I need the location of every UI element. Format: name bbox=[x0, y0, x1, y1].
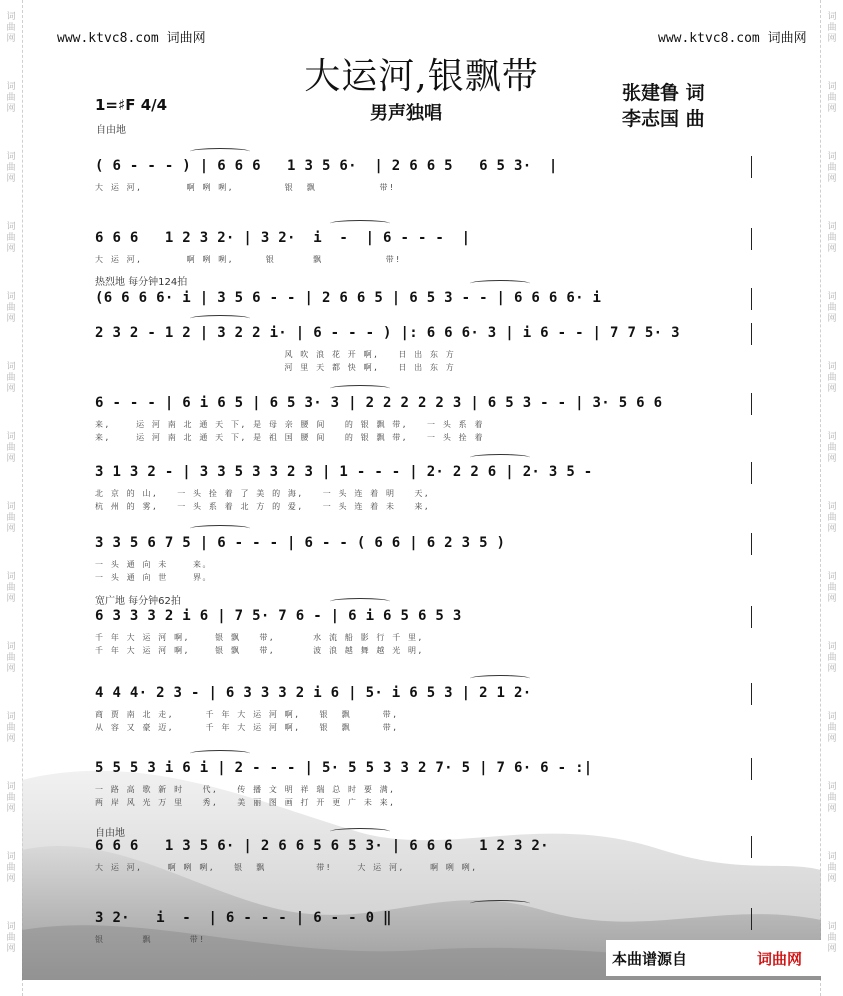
lyric-line: 风 吹 浪 花 开 啊, 日 出 东 方 bbox=[95, 350, 456, 359]
right-watermark-strip bbox=[820, 0, 843, 996]
slur-mark bbox=[190, 315, 250, 322]
slur-mark bbox=[330, 220, 390, 227]
slur-mark bbox=[470, 454, 530, 461]
end-barline bbox=[751, 393, 752, 415]
watermark-text: 词 曲 网 bbox=[827, 712, 837, 744]
lyric-line: 来, 运 河 南 北 通 天 下, 是 母 亲 腰 间 的 银 飘 带, 一 头 系 着 bbox=[95, 420, 484, 429]
watermark-text: 词 曲 网 bbox=[6, 852, 16, 884]
slur-mark bbox=[470, 280, 530, 287]
lyricist-credit: 张建鲁 词 bbox=[622, 82, 705, 104]
lyric-line: 一 路 高 歌 新 时 代, 传 播 文 明 祥 瑞 总 时 要 满, bbox=[95, 785, 396, 794]
end-barline bbox=[751, 836, 752, 858]
watermark-text: 词 曲 网 bbox=[6, 222, 16, 254]
slur-mark bbox=[190, 148, 250, 155]
watermark-text: 词 曲 网 bbox=[827, 292, 837, 324]
tempo-marking-1: 热烈地 每分钟124拍 bbox=[95, 277, 188, 288]
end-barline bbox=[751, 156, 752, 178]
song-title: 大运河,银飘带 bbox=[304, 56, 539, 97]
watermark-text: 词 曲 网 bbox=[827, 82, 837, 114]
watermark-text: 词 曲 网 bbox=[6, 432, 16, 464]
slur-mark bbox=[470, 900, 530, 907]
watermark-text: 词 曲 网 bbox=[827, 852, 837, 884]
footer-source-label: 本曲谱源自 bbox=[612, 950, 688, 968]
slur-mark bbox=[470, 675, 530, 682]
notation-row: 3 3 5 6 7 5 | 6 - - - | 6 - - ( 6 6 | 6 2 3 5 ) bbox=[95, 535, 506, 551]
style-marking: 自由地 bbox=[96, 125, 126, 136]
site-url-right[interactable]: www.ktvc8.com 词曲网 bbox=[658, 31, 807, 46]
notation-row: 3 1 3 2 - | 3 3 5 3 3 2 3 | 1 - - - | 2· 2 2 6 | 2· 3 5 - bbox=[95, 464, 593, 480]
lyric-line: 千 年 大 运 河 啊, 银 飘 带, 水 流 船 影 行 千 里, bbox=[95, 633, 424, 642]
lyric-line: 银 飘 带! bbox=[95, 935, 206, 944]
footer-site-link[interactable]: 词曲网 bbox=[757, 950, 803, 968]
watermark-text: 词 曲 网 bbox=[6, 82, 16, 114]
notation-row: 6 - - - | 6 i 6 5 | 6 5 3· 3 | 2 2 2 2 2 3 | 6 5 3 - - | 3· 5 6 6 bbox=[95, 395, 663, 411]
key-signature: 1=♯F 4/4 bbox=[95, 96, 168, 114]
watermark-text: 词 曲 网 bbox=[6, 502, 16, 534]
lyric-line: 一 头 通 向 世 界。 bbox=[95, 573, 213, 582]
notation-row: 4 4 4· 2 3 - | 6 3 3 3 2 i 6 | 5· i 6 5 3 | 2 1 2· bbox=[95, 685, 532, 701]
notation-row: 5 5 5 3 i 6 i | 2 - - - | 5· 5 5 3 3 2 7· 5 | 7 6· 6 - :| bbox=[95, 760, 593, 776]
lyric-line: 河 里 天 都 快 啊, 日 出 东 方 bbox=[95, 363, 456, 372]
slur-mark bbox=[190, 525, 250, 532]
composer-credit: 李志国 曲 bbox=[622, 108, 705, 130]
end-barline bbox=[751, 323, 752, 345]
lyric-line: 来, 运 河 南 北 通 天 下, 是 祖 国 腰 间 的 银 飘 带, 一 头 拴 着 bbox=[95, 433, 484, 442]
watermark-text: 词 曲 网 bbox=[827, 432, 837, 464]
slur-mark bbox=[330, 828, 390, 835]
slur-mark bbox=[330, 598, 390, 605]
end-barline bbox=[751, 683, 752, 705]
tempo-marking-2: 宽广地 每分钟62拍 bbox=[95, 596, 181, 607]
lyric-line: 大 运 河, 啊 咧 咧, 银 飘 带! bbox=[95, 255, 402, 264]
end-barline bbox=[751, 908, 752, 930]
lyric-line: 商 贾 南 北 走, 千 年 大 运 河 啊, 银 飘 带, bbox=[95, 710, 399, 719]
end-barline bbox=[751, 288, 752, 310]
watermark-text: 词 曲 网 bbox=[827, 642, 837, 674]
notation-row: ( 6 - - - ) | 6 6 6 1 3 5 6· | 2 6 6 5 6 5 3· | bbox=[95, 158, 558, 174]
watermark-text: 词 曲 网 bbox=[6, 782, 16, 814]
site-url-left[interactable]: www.ktvc8.com 词曲网 bbox=[57, 31, 206, 46]
lyric-line: 北 京 的 山, 一 头 拴 着 了 美 的 海, 一 头 连 着 明 天, bbox=[95, 489, 431, 498]
lyric-line: 千 年 大 运 河 啊, 银 飘 带, 波 浪 越 舞 越 光 明, bbox=[95, 646, 424, 655]
watermark-text: 词 曲 网 bbox=[6, 152, 16, 184]
watermark-text: 词 曲 网 bbox=[6, 922, 16, 954]
notation-row: 2 3 2 - 1 2 | 3 2 2 i· | 6 - - - ) |: 6 6 6· 3 | i 6 - - | 7 7 5· 3 bbox=[95, 325, 680, 341]
notation-row: 6 6 6 1 2 3 2· | 3 2· i - | 6 - - - | bbox=[95, 230, 471, 246]
watermark-text: 词 曲 网 bbox=[6, 362, 16, 394]
lyric-line: 大 运 河, 啊 咧 咧, 银 飘 带! bbox=[95, 183, 396, 192]
end-barline bbox=[751, 758, 752, 780]
watermark-text: 词 曲 网 bbox=[827, 222, 837, 254]
slur-mark bbox=[330, 385, 390, 392]
watermark-text: 词 曲 网 bbox=[827, 572, 837, 604]
watermark-text: 词 曲 网 bbox=[6, 712, 16, 744]
watermark-text: 词 曲 网 bbox=[827, 782, 837, 814]
watermark-text: 词 曲 网 bbox=[6, 642, 16, 674]
watermark-text: 词 曲 网 bbox=[827, 922, 837, 954]
notation-row: 6 6 6 1 3 5 6· | 2 6 6 5 6 5 3· | 6 6 6 1 2 3 2· bbox=[95, 838, 549, 854]
slur-mark bbox=[190, 750, 250, 757]
performance-type: 男声独唱 bbox=[370, 103, 442, 124]
watermark-text: 词 曲 网 bbox=[827, 502, 837, 534]
left-watermark-strip bbox=[0, 0, 23, 996]
lyric-line: 大 运 河, 啊 咧 咧, 银 飘 带! 大 运 河, 啊 咧 咧, bbox=[95, 863, 478, 872]
end-barline bbox=[751, 533, 752, 555]
notation-row: (6 6 6 6· i | 3 5 6 - - | 2 6 6 5 | 6 5 3 - - | 6 6 6 6· i bbox=[95, 290, 602, 306]
watermark-text: 词 曲 网 bbox=[6, 12, 16, 44]
notation-row: 3 2· i - | 6 - - - | 6 - - 0 ‖ bbox=[95, 910, 392, 926]
end-barline bbox=[751, 606, 752, 628]
watermark-text: 词 曲 网 bbox=[827, 12, 837, 44]
watermark-text: 词 曲 网 bbox=[6, 292, 16, 324]
lyric-line: 两 岸 风 光 万 里 秀, 美 丽 图 画 打 开 更 广 未 来, bbox=[95, 798, 396, 807]
tempo-marking-3: 自由地 bbox=[95, 828, 125, 839]
watermark-text: 词 曲 网 bbox=[6, 572, 16, 604]
notation-row: 6 3 3 3 2 i 6 | 7 5· 7 6 - | 6 i 6 5 6 5 3 bbox=[95, 608, 462, 624]
watermark-text: 词 曲 网 bbox=[827, 362, 837, 394]
lyric-line: 杭 州 的 雾, 一 头 系 着 北 方 的 爱, 一 头 连 着 未 来, bbox=[95, 502, 431, 511]
lyric-line: 一 头 通 向 未 来。 bbox=[95, 560, 213, 569]
lyric-line: 从 容 又 豪 迈, 千 年 大 运 河 啊, 银 飘 带, bbox=[95, 723, 399, 732]
watermark-text: 词 曲 网 bbox=[827, 152, 837, 184]
end-barline bbox=[751, 462, 752, 484]
end-barline bbox=[751, 228, 752, 250]
